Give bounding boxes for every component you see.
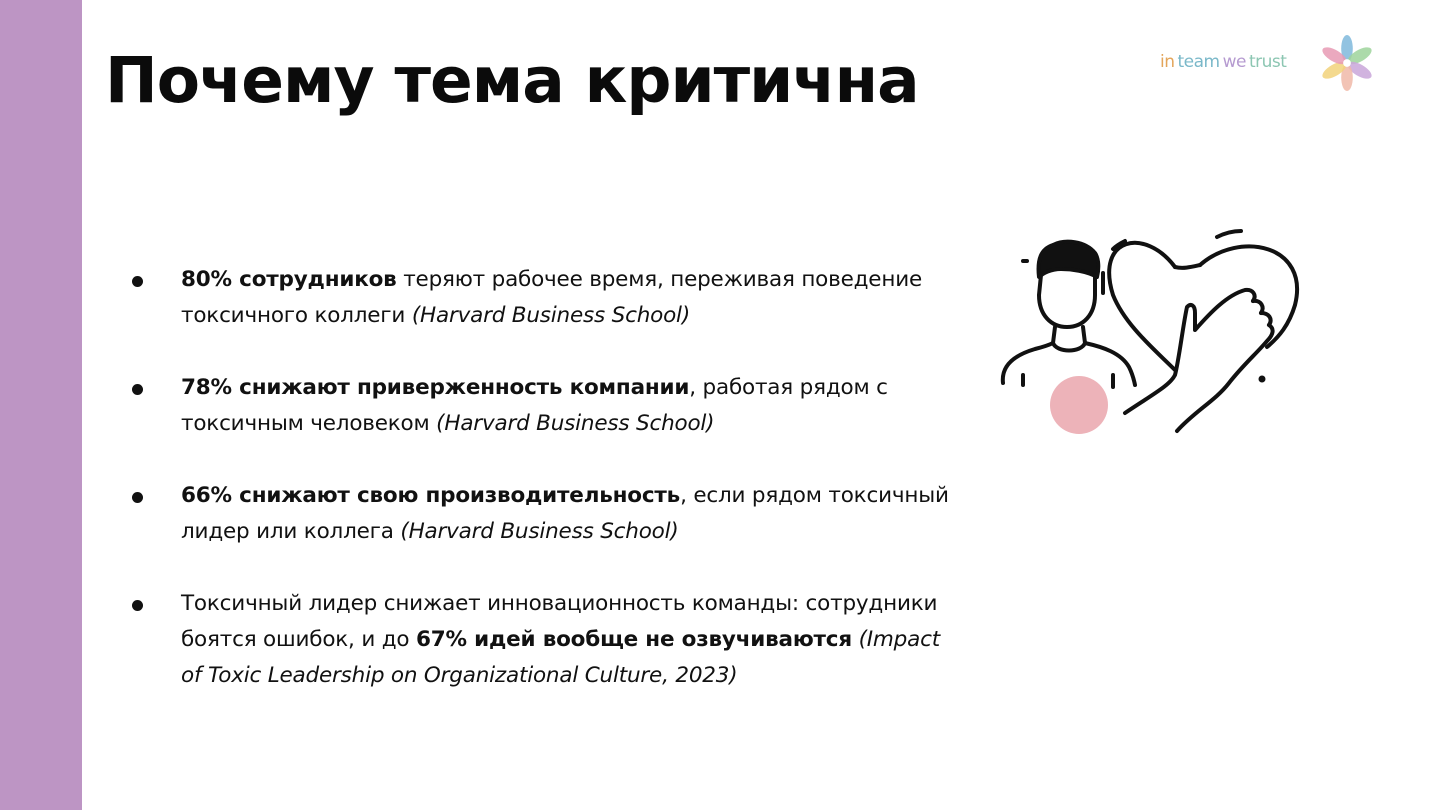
fact-source: (Harvard Business School)	[400, 519, 679, 544]
bullet-dot	[132, 384, 143, 395]
fact-text: Токсичный лидер снижает инновационность команды: сотрудники боятся ошибок, и до	[181, 591, 938, 652]
fact-source: (Harvard Business School)	[411, 303, 691, 328]
brand-logo	[1160, 34, 1380, 94]
fact-source: (Impact of Toxic Leadership on Organizational Culture, 2023)	[181, 627, 940, 688]
bullet-dot	[132, 276, 143, 287]
fact-text: , если рядом токсичный лидер или коллега	[181, 483, 949, 544]
person-heart-hand-icon	[995, 225, 1315, 440]
logo-word-team: team	[1177, 52, 1220, 72]
bullet-dot	[132, 492, 143, 503]
side-accent-bar	[0, 0, 82, 810]
fact-highlight: 67% идей вообще не озвучиваются	[416, 627, 852, 652]
slide-title: Почему тема критична	[105, 44, 919, 117]
list-item	[130, 262, 950, 334]
list-item	[130, 370, 950, 442]
logo-word-we: we	[1222, 52, 1246, 72]
logo-word-in: in	[1160, 52, 1175, 72]
fact-highlight: 80% сотрудников	[181, 267, 397, 292]
list-item	[130, 586, 950, 694]
fact-text: теряют рабочее время, переживая поведение токсичного коллеги	[181, 267, 922, 328]
accent-circle	[1050, 376, 1108, 434]
fact-highlight: 66% снижают свою производительность	[181, 483, 681, 508]
fact-highlight: 78% снижают приверженность компании	[181, 375, 690, 400]
key-facts-list	[130, 262, 950, 730]
flower-icon	[1318, 34, 1376, 92]
list-item	[130, 478, 950, 550]
fact-source: (Harvard Business School)	[436, 411, 715, 436]
fact-text: , работая рядом с токсичным человеком	[181, 375, 888, 436]
bullet-dot	[132, 600, 143, 611]
logo-wordmark	[1160, 52, 1289, 72]
logo-word-trust: trust	[1248, 52, 1287, 72]
